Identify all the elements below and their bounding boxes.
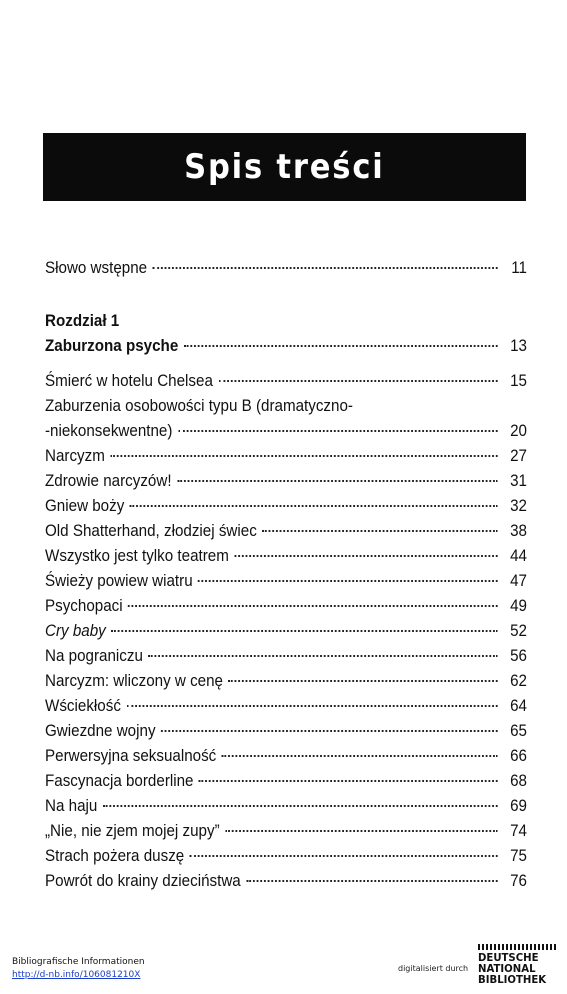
logo-line: BIBLIOTHEK (478, 973, 547, 986)
dot-leader (222, 755, 498, 757)
dot-leader (199, 780, 498, 782)
toc-entry-label: Fascynacja borderline (45, 772, 194, 790)
bibliographic-info-link[interactable]: http://d-nb.info/106081210X (12, 970, 141, 980)
toc-entry (45, 419, 527, 444)
toc-entry-page: 31 (510, 472, 528, 490)
toc-entry-label: Świeży powiew wiatru (45, 572, 193, 590)
toc-entry-label: „Nie, nie zjem mojej zupy” (45, 822, 220, 840)
dot-leader (103, 805, 498, 807)
dot-leader (128, 605, 497, 607)
toc-entry (45, 719, 527, 744)
toc-entry-label: Słowo wstępne (45, 259, 148, 277)
logo-line: NATIONAL (478, 962, 536, 975)
toc-entry-page: 56 (510, 647, 528, 665)
dot-leader (178, 430, 498, 432)
dot-leader (184, 345, 498, 347)
dot-leader (218, 380, 497, 382)
toc-entry-label: Na haju (45, 797, 98, 815)
dot-leader (234, 555, 497, 557)
toc-entry (45, 544, 527, 569)
dot-leader (153, 267, 498, 269)
chapter-number-label: Rozdział 1 (45, 312, 120, 330)
toc-entry-page: 62 (510, 672, 528, 690)
dnb-logo (478, 944, 558, 988)
toc-entry (45, 844, 527, 869)
dot-leader (246, 880, 497, 882)
toc-entry-label: Wściekłość (45, 697, 121, 715)
toc-entry-label: Psychopaci (45, 597, 123, 615)
toc-entry (45, 394, 527, 419)
chapter-title-page: 13 (510, 337, 528, 355)
chapter-title-label: Zaburzona psyche (45, 337, 179, 355)
toc-entry-page: 11 (511, 259, 528, 277)
toc-entry (45, 794, 527, 819)
toc-entry-page: 66 (510, 747, 528, 765)
toc-entry (45, 594, 527, 619)
toc-entry (45, 694, 527, 719)
bibliographic-info-label: Bibliografische Informationen (12, 957, 145, 967)
dot-leader (130, 505, 498, 507)
toc-entry (45, 369, 527, 394)
toc-entry-label: Na pograniczu (45, 647, 143, 665)
toc-entry-label: Strach pożera duszę (45, 847, 185, 865)
dot-leader (225, 830, 497, 832)
page-title: Spis treści (184, 147, 385, 187)
dot-leader (190, 855, 498, 857)
toc-entry-page: 38 (510, 522, 528, 540)
logo-bars-icon (478, 944, 558, 950)
dot-leader (110, 455, 497, 457)
digitized-by-label: digitalisiert durch (398, 964, 469, 973)
toc-entry-page: 69 (510, 797, 528, 815)
table-of-contents (45, 256, 527, 894)
toc-entry-label: Perwersyjna seksualność (45, 747, 217, 765)
toc-entry-label: Zaburzenia osobowości typu B (dramatyczno- (45, 397, 353, 415)
dot-leader (126, 705, 497, 707)
toc-entry (45, 644, 527, 669)
toc-entry-page: 65 (510, 722, 528, 740)
dot-leader (262, 530, 497, 532)
title-banner (43, 133, 526, 201)
toc-entry-page: 20 (510, 422, 528, 440)
toc-entry (45, 444, 527, 469)
toc-entry (45, 569, 527, 594)
dot-leader (229, 680, 498, 682)
toc-entry-label: Narcyzm: wliczony w cenę (45, 672, 223, 690)
dot-leader (148, 655, 497, 657)
toc-entry-label: Cry baby (45, 622, 106, 640)
toc-entry (45, 256, 527, 281)
toc-entry (45, 869, 527, 894)
logo-line: DEUTSCHE (478, 951, 539, 964)
toc-entry-label: Powrót do krainy dzieciństwa (45, 872, 241, 890)
bibliographic-info (12, 956, 145, 982)
toc-entry (45, 769, 527, 794)
toc-entry-page: 52 (510, 622, 528, 640)
toc-entry (45, 819, 527, 844)
toc-entry (45, 669, 527, 694)
toc-entry-page: 15 (510, 372, 528, 390)
toc-entry-label: Narcyzm (45, 447, 105, 465)
dot-leader (198, 580, 497, 582)
toc-entry-page: 44 (510, 547, 528, 565)
toc-entry-page: 49 (510, 597, 528, 615)
toc-entry-label: Wszystko jest tylko teatrem (45, 547, 229, 565)
toc-entry-page: 64 (510, 697, 528, 715)
toc-entry-page: 74 (510, 822, 528, 840)
toc-entry-page: 47 (510, 572, 528, 590)
toc-entry-page: 75 (510, 847, 528, 865)
dot-leader (111, 630, 497, 632)
toc-entry-label: Gniew boży (45, 497, 125, 515)
toc-entry (45, 744, 527, 769)
toc-entry-page: 27 (510, 447, 528, 465)
toc-entry-label: Old Shatterhand, złodziej świec (45, 522, 257, 540)
chapter-number (45, 309, 527, 334)
chapter-title (45, 334, 527, 359)
toc-entry-page: 76 (510, 872, 528, 890)
dot-leader (177, 480, 498, 482)
dot-leader (161, 730, 498, 732)
toc-entry-page: 32 (510, 497, 528, 515)
toc-entry (45, 519, 527, 544)
toc-entry-label: Gwiezdne wojny (45, 722, 156, 740)
toc-entry-label: Zdrowie narcyzów! (45, 472, 172, 490)
toc-entry (45, 494, 527, 519)
toc-entry (45, 619, 527, 644)
toc-entry (45, 469, 527, 494)
toc-entry-label: -niekonsekwentne) (45, 422, 173, 440)
toc-entry-page: 68 (510, 772, 528, 790)
toc-entry-label: Śmierć w hotelu Chelsea (45, 372, 213, 390)
